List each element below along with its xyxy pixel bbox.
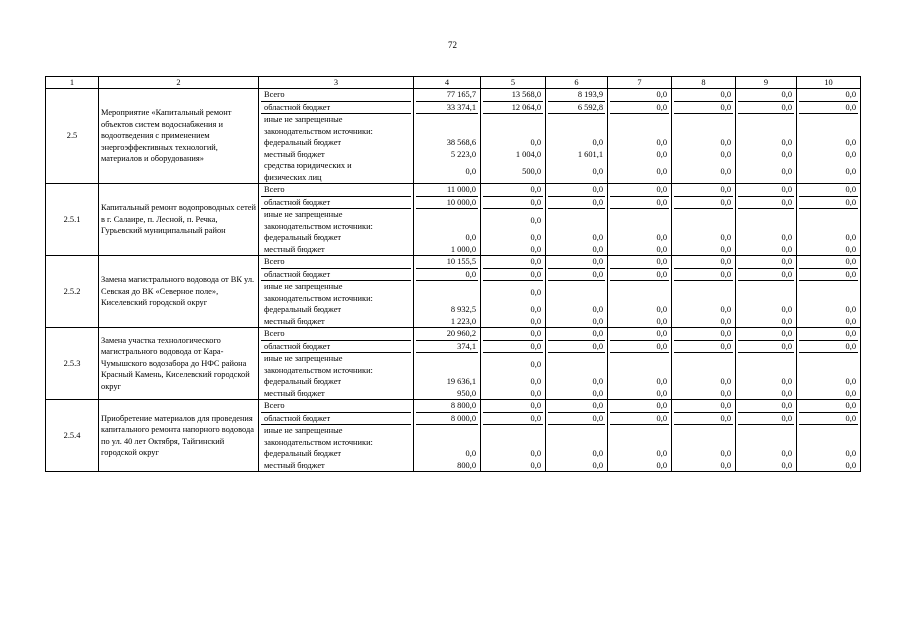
value-cell: 0,0 <box>592 167 603 176</box>
value-cell: 0,0 <box>720 316 731 326</box>
value-column <box>672 400 736 472</box>
source-label: местный бюджет <box>264 244 325 254</box>
value-cell: 0,0 <box>781 401 792 410</box>
value-column <box>672 89 736 184</box>
value-cell: 0,0 <box>720 377 731 386</box>
value-cell: 0,0 <box>592 244 603 254</box>
source-label: Всего <box>264 90 285 99</box>
value-cell: 20 960,2 <box>446 329 476 338</box>
value-cell: 0,0 <box>845 138 856 147</box>
value-column <box>546 89 608 184</box>
value-cell: 0,0 <box>799 340 858 353</box>
value-cell: 8 000,0 <box>416 412 478 425</box>
value-cell: 8 800,0 <box>450 401 476 410</box>
value-cell <box>483 113 543 137</box>
value-cell: 0,0 <box>845 90 856 99</box>
value-cell: 0,0 <box>610 196 669 209</box>
value-cell: 0,0 <box>845 460 856 470</box>
value-cell: 0,0 <box>781 449 792 458</box>
value-cell <box>416 208 478 232</box>
value-cell: 0,0 <box>720 449 731 458</box>
source-label: физических лиц <box>264 172 322 182</box>
value-cell: 0,0 <box>781 244 792 254</box>
value-cell: 0,0 <box>845 449 856 458</box>
value-cell: 0,0 <box>720 185 731 194</box>
value-cell: 0,0 <box>720 233 731 242</box>
value-cell: 0,0 <box>656 449 667 458</box>
source-label: иные не запрещенные <box>261 113 411 126</box>
value-cell <box>610 352 669 376</box>
value-cell <box>738 424 794 448</box>
header-cell: 5 <box>481 77 546 89</box>
header-cell: 10 <box>797 77 861 89</box>
value-cell <box>416 280 478 304</box>
value-cell <box>610 113 669 137</box>
value-cell: 0,0 <box>781 233 792 242</box>
value-cell: 0,0 <box>592 460 603 470</box>
value-cell: 0,0 <box>592 316 603 326</box>
value-cell: 0,0 <box>738 268 794 281</box>
table-row <box>46 328 861 400</box>
value-cell: 0,0 <box>465 449 476 458</box>
value-cell: 0,0 <box>592 449 603 458</box>
value-cell: 10 000,0 <box>416 196 478 209</box>
value-column <box>797 184 861 256</box>
value-cell: 0,0 <box>720 329 731 338</box>
value-cell: 0,0 <box>799 196 858 209</box>
value-cell: 0,0 <box>674 196 733 209</box>
value-cell <box>483 424 543 448</box>
value-cell: 0,0 <box>530 388 541 398</box>
value-cell: 0,0 <box>465 167 476 176</box>
value-cell: 0,0 <box>483 280 543 304</box>
value-cell: 0,0 <box>530 329 541 338</box>
value-column <box>736 256 797 328</box>
value-column <box>797 256 861 328</box>
value-column <box>414 256 481 328</box>
value-cell <box>674 280 733 304</box>
value-cell: 0,0 <box>656 388 667 398</box>
value-cell: 0,0 <box>592 401 603 410</box>
source-label: иные не запрещенные <box>261 424 411 437</box>
source-label: федеральный бюджет <box>264 449 342 458</box>
value-cell <box>548 424 605 448</box>
source-label: законодательством источники: <box>264 126 373 136</box>
header-cell: 9 <box>736 77 797 89</box>
row-code: 2.5.3 <box>46 328 99 400</box>
value-cell: 0,0 <box>674 268 733 281</box>
value-cell: 0,0 <box>781 329 792 338</box>
value-cell: 0,0 <box>845 167 856 176</box>
value-cell: 0,0 <box>592 233 603 242</box>
value-cell: 0,0 <box>845 388 856 398</box>
value-cell: 0,0 <box>845 149 856 159</box>
source-label: местный бюджет <box>264 460 325 470</box>
value-cell: 0,0 <box>720 244 731 254</box>
value-cell: 374,1 <box>416 340 478 353</box>
value-cell: 1 000,0 <box>450 244 476 254</box>
page-number: 72 <box>448 40 457 50</box>
value-cell: 38 568,6 <box>446 138 476 147</box>
value-cell: 0,0 <box>530 185 541 194</box>
value-cell: 0,0 <box>548 196 605 209</box>
value-column <box>797 89 861 184</box>
value-cell: 0,0 <box>799 412 858 425</box>
value-cell: 1 223,0 <box>450 316 476 326</box>
value-cell: 8 193,9 <box>577 90 603 99</box>
source-label: федеральный бюджет <box>264 377 342 386</box>
value-cell: 0,0 <box>656 305 667 314</box>
value-cell: 0,0 <box>738 101 794 114</box>
value-column <box>797 328 861 400</box>
value-cell: 0,0 <box>656 244 667 254</box>
header-cell: 2 <box>99 77 259 89</box>
value-cell: 0,0 <box>781 149 792 159</box>
value-cell: 0,0 <box>845 233 856 242</box>
value-cell: 0,0 <box>799 101 858 114</box>
value-cell: 0,0 <box>781 90 792 99</box>
value-cell: 0,0 <box>674 340 733 353</box>
value-cell: 0,0 <box>656 233 667 242</box>
value-column <box>481 328 546 400</box>
value-cell <box>416 113 478 137</box>
value-cell: 500,0 <box>522 167 541 176</box>
value-cell: 0,0 <box>656 90 667 99</box>
header-row <box>46 77 861 89</box>
value-cell: 0,0 <box>610 268 669 281</box>
source-label: областной бюджет <box>261 412 411 425</box>
value-column <box>608 256 672 328</box>
value-cell: 0,0 <box>530 449 541 458</box>
value-cell: 0,0 <box>548 412 605 425</box>
row-code: 2.5 <box>46 89 99 184</box>
value-cell: 0,0 <box>656 167 667 176</box>
value-column <box>481 400 546 472</box>
value-cell: 0,0 <box>530 401 541 410</box>
source-label: законодательством источники: <box>264 293 373 303</box>
value-cell: 0,0 <box>781 167 792 176</box>
funding-sources <box>259 256 414 328</box>
header-cell: 1 <box>46 77 99 89</box>
funding-sources <box>259 89 414 184</box>
source-label: Всего <box>264 185 285 194</box>
value-cell: 950,0 <box>457 388 476 398</box>
value-cell: 0,0 <box>656 257 667 266</box>
value-cell: 0,0 <box>781 388 792 398</box>
row-name: Замена участка технологического магистрального водовода от Кара-Чумышского водозабора до НФС района Красный Камень, Киселевский городской округ <box>99 328 259 400</box>
value-cell: 0,0 <box>548 340 605 353</box>
value-cell <box>416 352 478 376</box>
value-cell: 6 592,8 <box>548 101 605 114</box>
value-cell: 0,0 <box>738 412 794 425</box>
value-cell: 0,0 <box>674 412 733 425</box>
funding-sources <box>259 184 414 256</box>
value-cell: 0,0 <box>548 268 605 281</box>
value-cell: 0,0 <box>592 305 603 314</box>
value-cell: 0,0 <box>720 149 731 159</box>
value-cell: 0,0 <box>610 340 669 353</box>
value-cell: 0,0 <box>656 316 667 326</box>
value-cell: 0,0 <box>592 329 603 338</box>
value-column <box>481 256 546 328</box>
value-cell <box>799 113 858 137</box>
source-label: законодательством источники: <box>264 365 373 375</box>
source-label: областной бюджет <box>261 268 411 281</box>
value-cell: 77 165,7 <box>446 90 476 99</box>
value-cell: 0,0 <box>483 208 543 232</box>
value-cell: 0,0 <box>530 233 541 242</box>
value-cell: 0,0 <box>845 316 856 326</box>
source-label: законодательством источники: <box>264 221 373 231</box>
source-label: областной бюджет <box>261 196 411 209</box>
funding-sources <box>259 328 414 400</box>
value-column <box>736 400 797 472</box>
value-cell: 0,0 <box>656 401 667 410</box>
value-column <box>481 89 546 184</box>
table-row <box>46 184 861 256</box>
value-column <box>481 184 546 256</box>
value-column <box>414 89 481 184</box>
value-column <box>608 328 672 400</box>
value-cell <box>610 424 669 448</box>
value-cell: 0,0 <box>656 329 667 338</box>
source-label: областной бюджет <box>261 340 411 353</box>
value-cell: 0,0 <box>416 268 478 281</box>
value-cell: 0,0 <box>530 244 541 254</box>
value-cell: 800,0 <box>457 460 476 470</box>
value-cell: 0,0 <box>592 185 603 194</box>
value-cell <box>674 424 733 448</box>
table-row <box>46 256 861 328</box>
value-column <box>414 328 481 400</box>
source-label: Всего <box>264 401 285 410</box>
value-cell: 0,0 <box>781 138 792 147</box>
value-cell: 0,0 <box>845 377 856 386</box>
value-cell: 12 064,0 <box>483 101 543 114</box>
header-cell: 3 <box>259 77 414 89</box>
value-cell: 0,0 <box>845 244 856 254</box>
value-cell: 0,0 <box>483 340 543 353</box>
source-label: федеральный бюджет <box>264 138 342 147</box>
header-cell: 6 <box>546 77 608 89</box>
value-cell: 10 155,5 <box>446 257 476 266</box>
source-label: федеральный бюджет <box>264 233 342 242</box>
value-column <box>672 184 736 256</box>
value-cell <box>548 113 605 137</box>
header-cell: 4 <box>414 77 481 89</box>
value-cell <box>610 280 669 304</box>
value-column <box>414 184 481 256</box>
value-cell: 0,0 <box>738 196 794 209</box>
source-label: местный бюджет <box>264 388 325 398</box>
value-cell <box>548 352 605 376</box>
source-label: иные не запрещенные <box>261 280 411 293</box>
value-cell <box>799 208 858 232</box>
value-cell: 0,0 <box>530 257 541 266</box>
value-cell: 0,0 <box>781 460 792 470</box>
value-cell: 0,0 <box>530 138 541 147</box>
header-cell: 7 <box>608 77 672 89</box>
value-cell: 0,0 <box>845 401 856 410</box>
value-cell: 0,0 <box>656 460 667 470</box>
value-column <box>546 400 608 472</box>
value-cell: 0,0 <box>483 196 543 209</box>
value-cell: 0,0 <box>720 401 731 410</box>
value-column <box>546 328 608 400</box>
value-cell: 0,0 <box>720 257 731 266</box>
value-column <box>736 89 797 184</box>
value-cell <box>674 208 733 232</box>
value-cell: 0,0 <box>720 138 731 147</box>
value-cell: 0,0 <box>845 305 856 314</box>
value-cell: 0,0 <box>845 185 856 194</box>
value-column <box>608 184 672 256</box>
value-cell: 0,0 <box>656 149 667 159</box>
value-cell <box>674 113 733 137</box>
header-cell: 8 <box>672 77 736 89</box>
value-cell: 0,0 <box>530 460 541 470</box>
value-cell: 0,0 <box>483 412 543 425</box>
funding-sources <box>259 400 414 472</box>
row-code: 2.5.2 <box>46 256 99 328</box>
value-cell: 0,0 <box>720 90 731 99</box>
value-cell: 0,0 <box>845 257 856 266</box>
value-cell: 0,0 <box>465 233 476 242</box>
value-column <box>546 184 608 256</box>
value-column <box>414 400 481 472</box>
value-cell: 19 636,1 <box>446 377 476 386</box>
value-cell <box>799 352 858 376</box>
value-cell: 0,0 <box>656 377 667 386</box>
value-cell <box>674 352 733 376</box>
value-cell <box>738 280 794 304</box>
value-column <box>672 328 736 400</box>
value-cell <box>799 424 858 448</box>
value-cell: 0,0 <box>656 138 667 147</box>
source-label: Всего <box>264 329 285 338</box>
value-cell: 0,0 <box>530 377 541 386</box>
value-cell: 0,0 <box>656 185 667 194</box>
value-cell: 0,0 <box>738 340 794 353</box>
source-label: местный бюджет <box>264 149 325 159</box>
value-cell <box>610 208 669 232</box>
value-cell <box>799 280 858 304</box>
row-name: Замена магистрального водовода от ВК ул. Севская до ВК «Северное поле», Киселевский городской округ <box>99 256 259 328</box>
row-code: 2.5.1 <box>46 184 99 256</box>
value-column <box>672 256 736 328</box>
value-cell: 0,0 <box>781 316 792 326</box>
value-cell: 0,0 <box>592 377 603 386</box>
value-cell <box>416 424 478 448</box>
value-cell: 11 000,0 <box>446 185 476 194</box>
value-cell: 8 932,5 <box>450 305 476 314</box>
source-label: иные не запрещенные <box>261 208 411 221</box>
source-label: средства юридических и <box>264 161 352 170</box>
value-cell: 0,0 <box>592 138 603 147</box>
value-cell: 0,0 <box>530 316 541 326</box>
value-cell: 1 601,1 <box>577 149 603 159</box>
value-cell <box>738 352 794 376</box>
value-cell: 0,0 <box>610 101 669 114</box>
value-column <box>736 328 797 400</box>
value-cell: 0,0 <box>720 305 731 314</box>
value-cell: 0,0 <box>781 257 792 266</box>
value-cell: 0,0 <box>610 412 669 425</box>
source-label: иные не запрещенные <box>261 352 411 365</box>
value-cell: 0,0 <box>530 305 541 314</box>
value-cell: 0,0 <box>483 352 543 376</box>
source-label: областной бюджет <box>261 101 411 114</box>
value-cell: 0,0 <box>845 329 856 338</box>
value-cell: 5 223,0 <box>450 149 476 159</box>
value-cell: 0,0 <box>720 460 731 470</box>
value-cell: 0,0 <box>592 257 603 266</box>
value-cell <box>548 208 605 232</box>
source-label: законодательством источники: <box>264 437 373 447</box>
value-cell: 0,0 <box>799 268 858 281</box>
value-cell: 0,0 <box>720 388 731 398</box>
row-name: Капитальный ремонт водопроводных сетей в г. Салаире, п. Лесной, п. Речка, Гурьевский муниципальный район <box>99 184 259 256</box>
table-row <box>46 89 861 184</box>
value-cell <box>738 113 794 137</box>
value-cell <box>738 208 794 232</box>
value-cell: 0,0 <box>592 388 603 398</box>
value-cell: 13 568,0 <box>511 90 541 99</box>
value-cell: 0,0 <box>781 185 792 194</box>
row-name: Приобретение материалов для проведения капитального ремонта напорного водовода по ул. 40 лет Октября, Тайгинский городской округ <box>99 400 259 472</box>
value-column <box>608 89 672 184</box>
row-code: 2.5.4 <box>46 400 99 472</box>
value-cell: 0,0 <box>674 101 733 114</box>
value-cell: 33 374,1 <box>416 101 478 114</box>
value-column <box>546 256 608 328</box>
row-name: Мероприятие «Капитальный ремонт объектов систем водоснабжения и водоотведения с применением энергоэффективных технологий, материалов и оборудования» <box>99 89 259 184</box>
value-cell <box>548 280 605 304</box>
table-row <box>46 400 861 472</box>
value-column <box>797 400 861 472</box>
value-cell: 0,0 <box>781 305 792 314</box>
source-label: Всего <box>264 257 285 266</box>
source-label: местный бюджет <box>264 316 325 326</box>
source-label: федеральный бюджет <box>264 305 342 314</box>
value-cell: 0,0 <box>781 377 792 386</box>
value-cell: 1 004,0 <box>515 149 541 159</box>
value-cell: 0,0 <box>483 268 543 281</box>
value-column <box>608 400 672 472</box>
budget-table <box>45 76 861 472</box>
value-cell: 0,0 <box>720 167 731 176</box>
value-column <box>736 184 797 256</box>
